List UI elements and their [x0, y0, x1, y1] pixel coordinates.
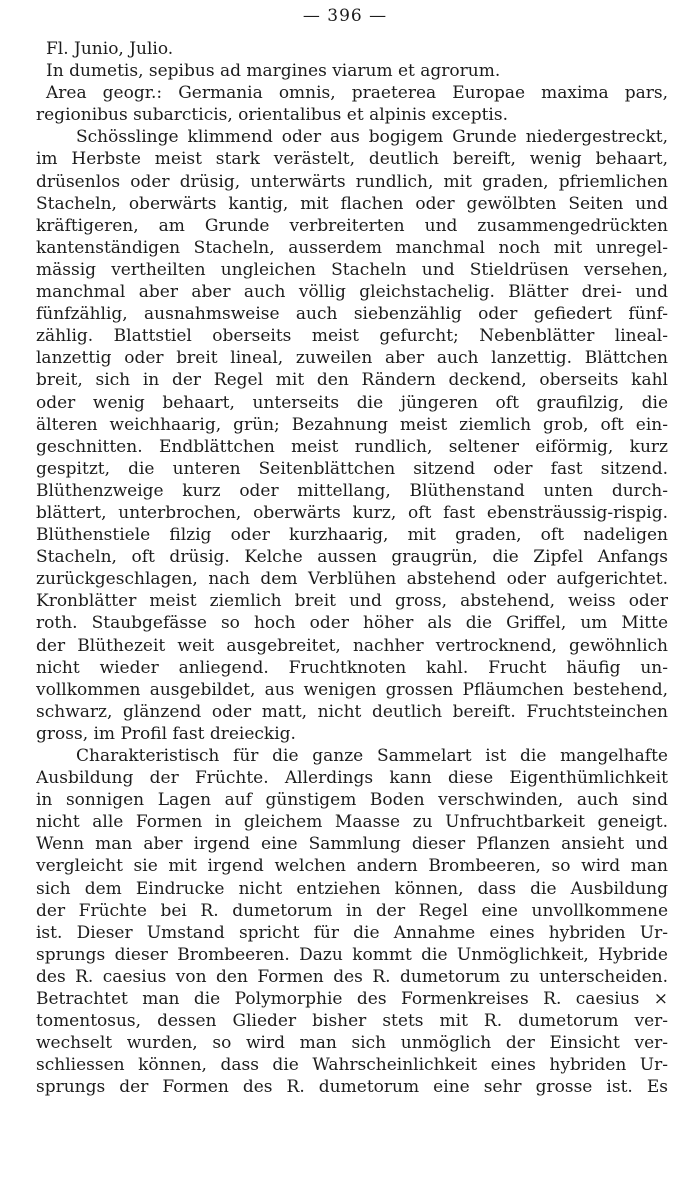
text-line: geschnitten. Endblättchen meist rundlich, seltener eiförmig, kurz — [36, 436, 668, 457]
text-line: roth. Staubgefässe so hoch oder höher als die Griffel, um Mitte — [36, 613, 668, 634]
text-line: Stacheln, oberwärts kantig, mit flachen oder gewölbten Seiten und — [36, 193, 668, 214]
text-line: manchmal aber aber auch völlig gleichstachelig. Blätter drei- und — [36, 282, 668, 303]
text-line: Blüthenzweige kurz oder mittellang, Blüthenstand unten durch- — [36, 480, 668, 501]
text-line: nicht alle Formen in gleichem Maasse zu Unfruchtbarkeit geneigt. — [36, 812, 668, 833]
text-line: schwarz, glänzend oder matt, nicht deutlich bereift. Fruchtsteinchen — [36, 701, 668, 722]
text-line: sich dem Eindrucke nicht entziehen können, dass die Ausbildung — [36, 878, 668, 899]
body-text — [36, 38, 668, 1099]
text-line: des R. caesius von den Formen des R. dumetorum zu unterscheiden. — [36, 966, 668, 987]
text-line: drüsenlos oder drüsig, unterwärts rundlich, mit graden, pfriemlichen — [36, 171, 668, 192]
text-line: blättert, unterbrochen, oberwärts kurz, oft fast ebensträussig-rispig. — [36, 502, 668, 523]
text-line: sprungs dieser Brombeeren. Dazu kommt die Unmöglichkeit, Hybride — [36, 944, 668, 965]
text-line: Wenn man aber irgend eine Sammlung dieser Pflanzen ansieht und — [36, 834, 668, 855]
text-line: Schösslinge klimmend oder aus bogigem Grunde niedergestreckt, — [76, 127, 668, 148]
text-line: wechselt wurden, so wird man sich unmöglich der Einsicht ver- — [36, 1033, 668, 1054]
text-line: zählig. Blattstiel oberseits meist gefurcht; Nebenblätter lineal- — [36, 326, 668, 347]
text-line: regionibus subarcticis, orientalibus et alpinis exceptis. — [36, 105, 508, 126]
text-line: tomentosus, dessen Glieder bisher stets mit R. dumetorum ver- — [36, 1011, 668, 1032]
text-line: ist. Dieser Umstand spricht für die Annahme eines hybriden Ur- — [36, 922, 668, 943]
text-line: gross, im Profil fast dreieckig. — [36, 723, 296, 744]
text-line: sprungs der Formen des R. dumetorum eine sehr grosse ist. Es — [36, 1077, 668, 1098]
text-line: breit, sich in der Regel mit den Rändern deckend, oberseits kahl — [36, 370, 668, 391]
text-line: nicht wieder anliegend. Fruchtknoten kahl. Frucht häufig un- — [36, 657, 668, 678]
text-line: der Blüthezeit weit ausgebreitet, nachher vertrocknend, gewöhnlich — [36, 635, 668, 656]
text-line: der Früchte bei R. dumetorum in der Regel eine unvollkommene — [36, 900, 668, 921]
text-line: vergleicht sie mit irgend welchen andern Brombeeren, so wird man — [36, 856, 668, 877]
text-line: lanzettig oder breit lineal, zuweilen aber auch lanzettig. Blättchen — [36, 348, 668, 369]
text-line: Area geogr.: Germania omnis, praeterea Europae maxima pars, — [46, 83, 668, 104]
text-line: Ausbildung der Früchte. Allerdings kann diese Eigenthümlichkeit — [36, 768, 668, 789]
text-line: gespitzt, die unteren Seitenblättchen sitzend oder fast sitzend. — [36, 458, 668, 479]
text-line: Blüthenstiele filzig oder kurzhaarig, mit graden, oft nadeligen — [36, 525, 668, 546]
text-line: Stacheln, oft drüsig. Kelche aussen graugrün, die Zipfel Anfangs — [36, 547, 668, 568]
text-line: In dumetis, sepibus ad margines viarum et agrorum. — [46, 61, 501, 82]
text-line: kräftigeren, am Grunde verbreiterten und zusammengedrückten — [36, 215, 668, 236]
text-line: kantenständigen Stacheln, ausserdem manchmal noch mit unregel- — [36, 237, 668, 258]
text-line: vollkommen ausgebildet, aus wenigen grossen Pfläumchen bestehend, — [36, 679, 668, 700]
text-line: zurückgeschlagen, nach dem Verblühen abstehend oder aufgerichtet. — [36, 569, 668, 590]
text-line: fünfzählig, ausnahmsweise auch siebenzählig oder gefiedert fünf- — [36, 304, 668, 325]
text-line: Betrachtet man die Polymorphie des Formenkreises R. caesius × — [36, 989, 668, 1010]
text-line: mässig vertheilten ungleichen Stacheln und Stieldrüsen versehen, — [36, 259, 668, 280]
page-number: — 396 — — [302, 6, 388, 26]
text-line: im Herbste meist stark verästelt, deutlich bereift, wenig behaart, — [36, 149, 668, 170]
text-line: Kronblätter meist ziemlich breit und gross, abstehend, weiss oder — [36, 591, 668, 612]
text-line: oder wenig behaart, unterseits die jüngeren oft graufilzig, die — [36, 392, 668, 413]
text-line: Fl. Junio, Julio. — [46, 39, 174, 59]
text-line: in sonnigen Lagen auf günstigem Boden verschwinden, auch sind — [36, 790, 668, 811]
text-line: schliessen können, dass die Wahrscheinlichkeit eines hybriden Ur- — [36, 1055, 668, 1076]
text-line: älteren weichhaarig, grün; Bezahnung meist ziemlich grob, oft ein- — [36, 414, 668, 435]
text-line: Charakteristisch für die ganze Sammelart ist die mangelhafte — [76, 746, 668, 766]
